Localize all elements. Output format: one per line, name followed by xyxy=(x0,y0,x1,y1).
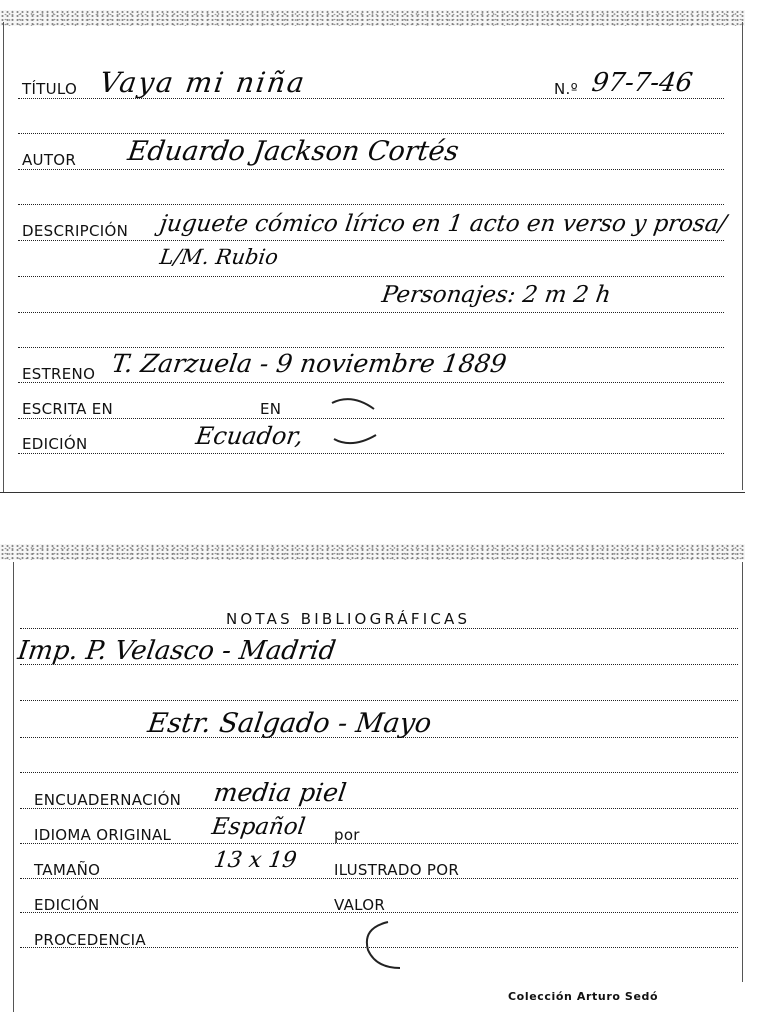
rule-line xyxy=(18,382,724,383)
numero-label: N.º xyxy=(554,80,578,98)
card-left-edge xyxy=(13,562,14,1012)
ilustrado-por-label: ILUSTRADO POR xyxy=(334,861,460,879)
rule-line xyxy=(18,240,724,241)
tamano-label: TAMAÑO xyxy=(34,861,101,879)
idioma-original-label: IDIOMA ORIGINAL xyxy=(34,826,172,844)
rule-line xyxy=(18,276,724,277)
rule-line xyxy=(20,772,738,773)
encuadernacion-label: ENCUADERNACIÓN xyxy=(34,791,182,809)
partial-stamp-mark xyxy=(322,395,382,455)
estreno-value: T. Zarzuela - 9 noviembre 1889 xyxy=(109,349,509,378)
estreno-label: ESTRENO xyxy=(22,365,96,383)
encuadernacion-value: media piel xyxy=(211,778,349,807)
valor-label: VALOR xyxy=(334,896,386,914)
rule-line xyxy=(18,133,724,134)
numero-value: 97-7-46 xyxy=(589,68,695,98)
notas-bibliograficas-heading: NOTAS BIBLIOGRÁFICAS xyxy=(226,610,471,628)
card-right-edge xyxy=(742,562,743,982)
card-top-edge xyxy=(0,10,745,26)
card-left-edge xyxy=(3,22,4,492)
titulo-label: TÍTULO xyxy=(22,80,78,98)
top-catalog-card xyxy=(0,0,759,495)
rule-line xyxy=(20,700,738,701)
rule-line xyxy=(20,628,738,629)
procedencia-label: PROCEDENCIA xyxy=(34,931,146,949)
edicion-value: Ecuador, xyxy=(194,422,305,450)
notes-line-1: Imp. P. Velasco - Madrid xyxy=(15,636,338,666)
bottom-catalog-card xyxy=(0,538,759,1018)
personajes-value: Personajes: 2 m 2 h xyxy=(380,282,613,308)
descripcion-value-line1: juguete cómico lírico en 1 acto en verso y prosa/ xyxy=(158,211,729,237)
descripcion-label: DESCRIPCIÓN xyxy=(22,222,129,240)
por-label: por xyxy=(334,826,360,844)
descripcion-value-line2: L/M. Rubio xyxy=(158,245,280,269)
partial-stamp-mark xyxy=(358,916,418,976)
rule-line xyxy=(18,312,724,313)
idioma-original-value: Español xyxy=(210,814,307,840)
escrita-en-label: ESCRITA EN xyxy=(22,400,114,418)
rule-line xyxy=(18,169,724,170)
titulo-value: Vaya mi niña xyxy=(97,66,309,99)
en-label: EN xyxy=(260,400,282,418)
notes-line-2: Estr. Salgado - Mayo xyxy=(145,708,434,739)
rule-line xyxy=(18,347,724,348)
autor-value: Eduardo Jackson Cortés xyxy=(125,136,461,167)
collection-credit: Colección Arturo Sedó xyxy=(508,990,659,1003)
autor-label: AUTOR xyxy=(22,151,77,169)
card-top-edge xyxy=(0,544,745,560)
card-right-edge xyxy=(742,22,743,490)
edicion-label: EDICIÓN xyxy=(22,435,88,453)
edicion-label: EDICIÓN xyxy=(34,896,100,914)
rule-line xyxy=(18,204,724,205)
card-bottom-edge xyxy=(0,492,745,493)
tamano-value: 13 x 19 xyxy=(212,848,299,873)
